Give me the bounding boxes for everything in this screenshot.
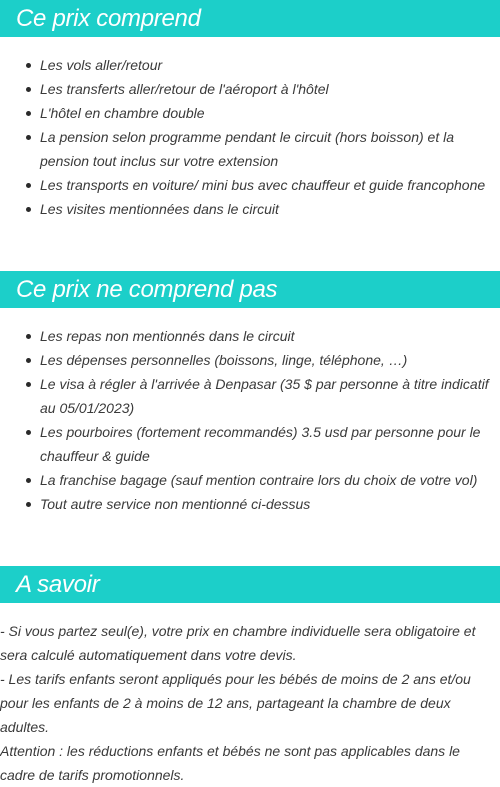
info-paragraph: Attention : les réductions enfants et bébés ne sont pas applicables dans le cadre de tarifs promotionnels.	[0, 743, 460, 783]
bullet-icon	[26, 430, 31, 435]
excludes-banner	[0, 271, 500, 308]
bullet-icon	[26, 358, 31, 363]
list-item: Tout autre service non mentionné ci-dessus	[22, 492, 500, 516]
bullet-icon	[26, 207, 31, 212]
bullet-icon	[26, 183, 31, 188]
list-item: Le visa à régler à l'arrivée à Denpasar (35 $ par personne à titre indicatif au 05/01/2023)	[22, 372, 500, 420]
bullet-icon	[26, 111, 31, 116]
list-item: Les transports en voiture/ mini bus avec chauffeur et guide francophone	[22, 173, 500, 197]
excludes-list	[0, 324, 500, 516]
list-item: Les pourboires (fortement recommandés) 3.5 usd par personne pour le chauffeur & guide	[22, 420, 500, 468]
list-item: Les visites mentionnées dans le circuit	[22, 197, 500, 221]
info-section	[0, 566, 500, 787]
includes-list	[0, 53, 500, 221]
list-item: La pension selon programme pendant le circuit (hors boisson) et la pension tout inclus sur votre extension	[22, 125, 500, 173]
includes-section	[0, 0, 500, 221]
bullet-icon	[26, 87, 31, 92]
info-paragraph: - Les tarifs enfants seront appliqués pour les bébés de moins de 2 ans et/ou pour les enfants de 2 à moins de 12 ans, partageant la chambre de deux adultes.	[0, 671, 471, 735]
excludes-title: Ce prix ne comprend pas	[16, 275, 278, 303]
bullet-icon	[26, 382, 31, 387]
list-item: Les vols aller/retour	[22, 53, 500, 77]
info-banner	[0, 566, 500, 603]
list-item: L'hôtel en chambre double	[22, 101, 500, 125]
bullet-icon	[26, 135, 31, 140]
bullet-icon	[26, 334, 31, 339]
bullet-icon	[26, 63, 31, 68]
info-paragraph: - Si vous partez seul(e), votre prix en chambre individuelle sera obligatoire et sera calculé automatiquement dans votre devis.	[0, 623, 476, 663]
excludes-section	[0, 271, 500, 516]
list-item: Les repas non mentionnés dans le circuit	[22, 324, 500, 348]
info-body	[0, 619, 500, 787]
bullet-icon	[26, 502, 31, 507]
bullet-icon	[26, 478, 31, 483]
list-item: Les dépenses personnelles (boissons, linge, téléphone, …)	[22, 348, 500, 372]
includes-banner	[0, 0, 500, 37]
list-item: Les transferts aller/retour de l'aéroport à l'hôtel	[22, 77, 500, 101]
list-item: La franchise bagage (sauf mention contraire lors du choix de votre vol)	[22, 468, 500, 492]
includes-title: Ce prix comprend	[16, 4, 201, 32]
info-title: A savoir	[16, 570, 100, 598]
